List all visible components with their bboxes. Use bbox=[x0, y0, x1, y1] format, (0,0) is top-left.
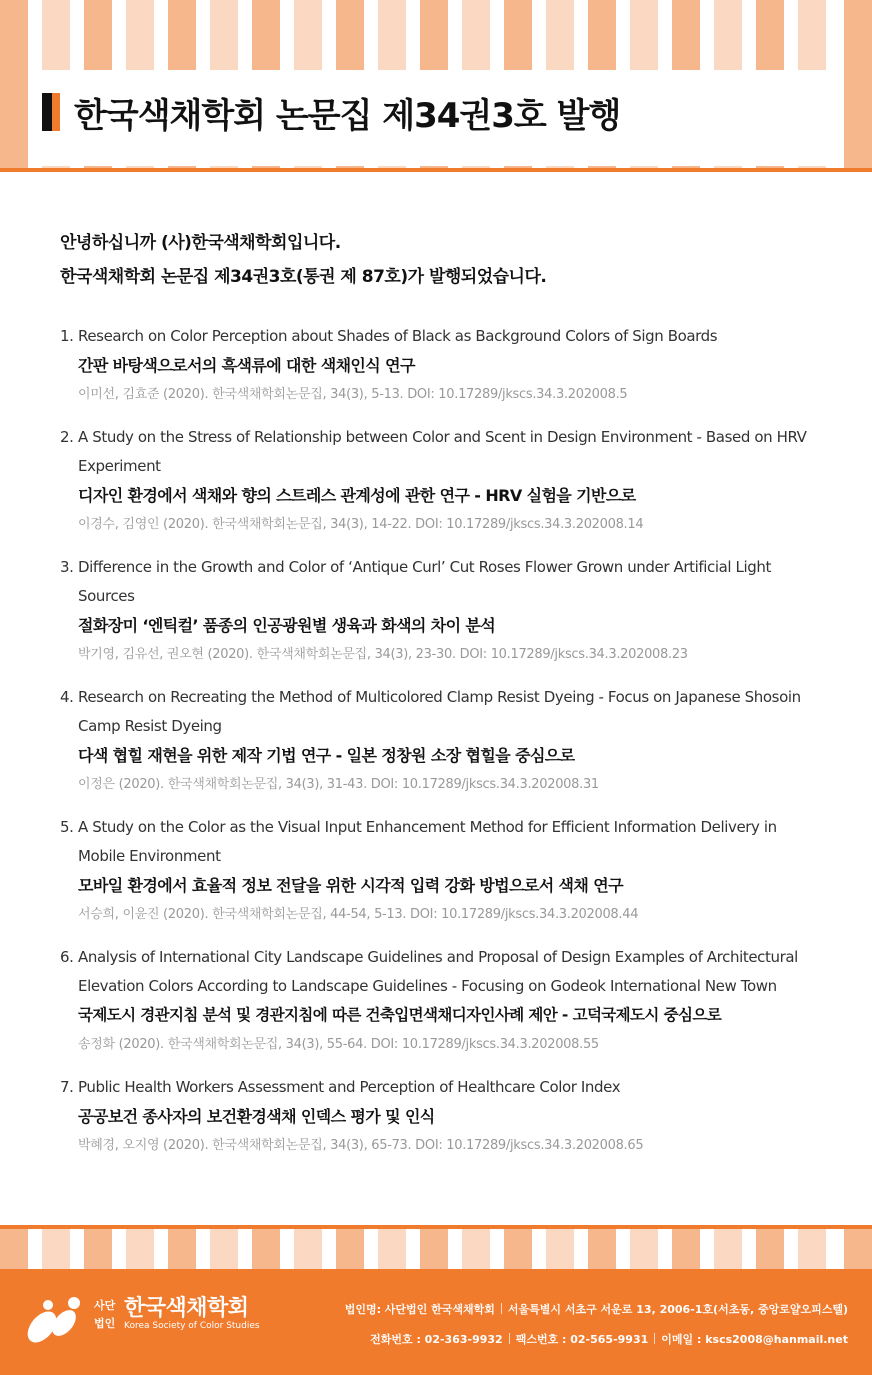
phone: 전화번호 : 02-363-9932 bbox=[370, 1333, 503, 1346]
article-number: 6. bbox=[60, 948, 74, 966]
intro-greeting: 안녕하십니까 (사)한국색채학회입니다. bbox=[60, 233, 341, 253]
article-title-en: Research on Color Perception about Shades of Black as Background Colors of Sign Boards bbox=[78, 327, 718, 345]
footer bbox=[0, 1269, 872, 1375]
society-logo-icon bbox=[20, 1291, 90, 1347]
article-title-ko: 공공보건 종사자의 보건환경색채 인덱스 평가 및 인식 bbox=[78, 1107, 435, 1126]
article-citation: 서승희, 이윤진 (2020). 한국색채학회논문집, 44-54, 5-13. DOI: 10.17289/jkscs.34.3.202008.44 bbox=[78, 907, 639, 922]
article-citation: 이경수, 김영인 (2020). 한국색채학회논문집, 34(3), 14-22. DOI: 10.17289/jkscs.34.3.202008.14 bbox=[78, 517, 644, 532]
article-title-ko: 다색 협힐 재현을 위한 제작 기법 연구 - 일본 정창원 소장 협힐을 중심으로 bbox=[78, 746, 575, 765]
article-title-ko: 국제도시 경관지침 분석 및 경관지침에 따른 건축입면색채디자인사례 제안 - 고덕국제도시 중심으로 bbox=[78, 1006, 722, 1024]
list-item bbox=[60, 813, 810, 929]
article-number: 7. bbox=[60, 1078, 74, 1096]
logo-small-2: 법인 bbox=[94, 1317, 116, 1330]
corp-info-row bbox=[345, 1295, 848, 1325]
article-citation: 송정화 (2020). 한국색채학회논문집, 34(3), 55-64. DOI: 10.17289/jkscs.34.3.202008.55 bbox=[78, 1037, 599, 1052]
fax: 팩스번호 : 02-565-9931 bbox=[515, 1333, 649, 1346]
list-item bbox=[60, 943, 810, 1059]
list-item bbox=[60, 683, 810, 799]
intro bbox=[60, 226, 840, 294]
page-title: 한국색채학회 논문집 제34권3호 발행 bbox=[74, 96, 621, 136]
logo-corp-type bbox=[94, 1297, 115, 1333]
list-item bbox=[60, 322, 810, 409]
title-bracket-mark bbox=[42, 93, 52, 131]
footer-decoration bbox=[0, 1229, 872, 1269]
contact-info bbox=[345, 1295, 848, 1355]
email-link[interactable]: 이메일 : kscs2008@hanmail.net bbox=[661, 1333, 848, 1346]
contact-row bbox=[345, 1325, 848, 1355]
article-citation: 박기영, 김유선, 권오현 (2020). 한국색채학회논문집, 34(3), 23-30. DOI: 10.17289/jkscs.34.3.202008.23 bbox=[78, 647, 688, 662]
list-item bbox=[60, 423, 810, 539]
article-title-ko: 모바일 환경에서 효율적 정보 전달을 위한 시각적 입력 강화 방법으로서 색채 연구 bbox=[78, 876, 623, 895]
list-item bbox=[60, 1073, 810, 1160]
article-number: 1. bbox=[60, 327, 74, 345]
logo-subtitle: Korea Society of Color Studies bbox=[124, 1321, 260, 1331]
article-number: 4. bbox=[60, 688, 74, 706]
article-number: 5. bbox=[60, 818, 74, 836]
title-accent-mark bbox=[52, 93, 60, 131]
article-citation: 이정은 (2020). 한국색채학회논문집, 34(3), 31-43. DOI: 10.17289/jkscs.34.3.202008.31 bbox=[78, 777, 599, 792]
logo-small-1: 사단 bbox=[94, 1299, 116, 1312]
article-number: 2. bbox=[60, 428, 74, 446]
header-divider bbox=[0, 168, 872, 172]
article-title-en: Analysis of International City Landscape Guidelines and Proposal of Design Examples of Architectural Elevation Colors According to Landscape Guidelines - Focusing on Godeok International New Town bbox=[78, 948, 798, 995]
article-title-ko: 간판 바탕색으로서의 흑색류에 대한 색채인식 연구 bbox=[78, 356, 415, 375]
article-title-en: A Study on the Stress of Relationship between Color and Scent in Design Environment - Based on HRV Experiment bbox=[78, 428, 807, 475]
article-list bbox=[60, 322, 810, 1174]
article-title-en: Difference in the Growth and Color of ‘Antique Curl’ Cut Roses Flower Grown under Artificial Light Sources bbox=[78, 558, 771, 605]
article-title-en: Public Health Workers Assessment and Perception of Healthcare Color Index bbox=[78, 1078, 621, 1096]
list-item bbox=[60, 553, 810, 669]
article-title-en: Research on Recreating the Method of Multicolored Clamp Resist Dyeing - Focus on Japanese Shosoin Camp Resist Dyeing bbox=[78, 688, 801, 735]
intro-announcement: 한국색채학회 논문집 제34권3호(통권 제 87호)가 발행되었습니다. bbox=[60, 267, 547, 287]
article-title-ko: 디자인 환경에서 색채와 향의 스트레스 관계성에 관한 연구 - HRV 실험을 기반으로 bbox=[78, 486, 636, 505]
article-title-en: A Study on the Color as the Visual Input Enhancement Method for Efficient Information Delivery in Mobile Environment bbox=[78, 818, 777, 865]
article-citation: 이미선, 김효준 (2020). 한국색채학회논문집, 34(3), 5-13. DOI: 10.17289/jkscs.34.3.202008.5 bbox=[78, 387, 628, 402]
corp-name: 법인명: 사단법인 한국색채학회 bbox=[344, 1303, 495, 1316]
article-title-ko: 절화장미 ‘엔틱컬’ 품종의 인공광원별 생육과 화색의 차이 분석 bbox=[78, 616, 496, 635]
article-citation: 박혜경, 오지영 (2020). 한국색채학회논문집, 34(3), 65-73. DOI: 10.17289/jkscs.34.3.202008.65 bbox=[78, 1138, 644, 1153]
article-number: 3. bbox=[60, 558, 74, 576]
logo-name: 한국색채학회 bbox=[124, 1296, 249, 1321]
address: 서울특별시 서초구 서운로 13, 2006-1호(서초동, 중앙로얄오피스텔) bbox=[507, 1303, 848, 1316]
